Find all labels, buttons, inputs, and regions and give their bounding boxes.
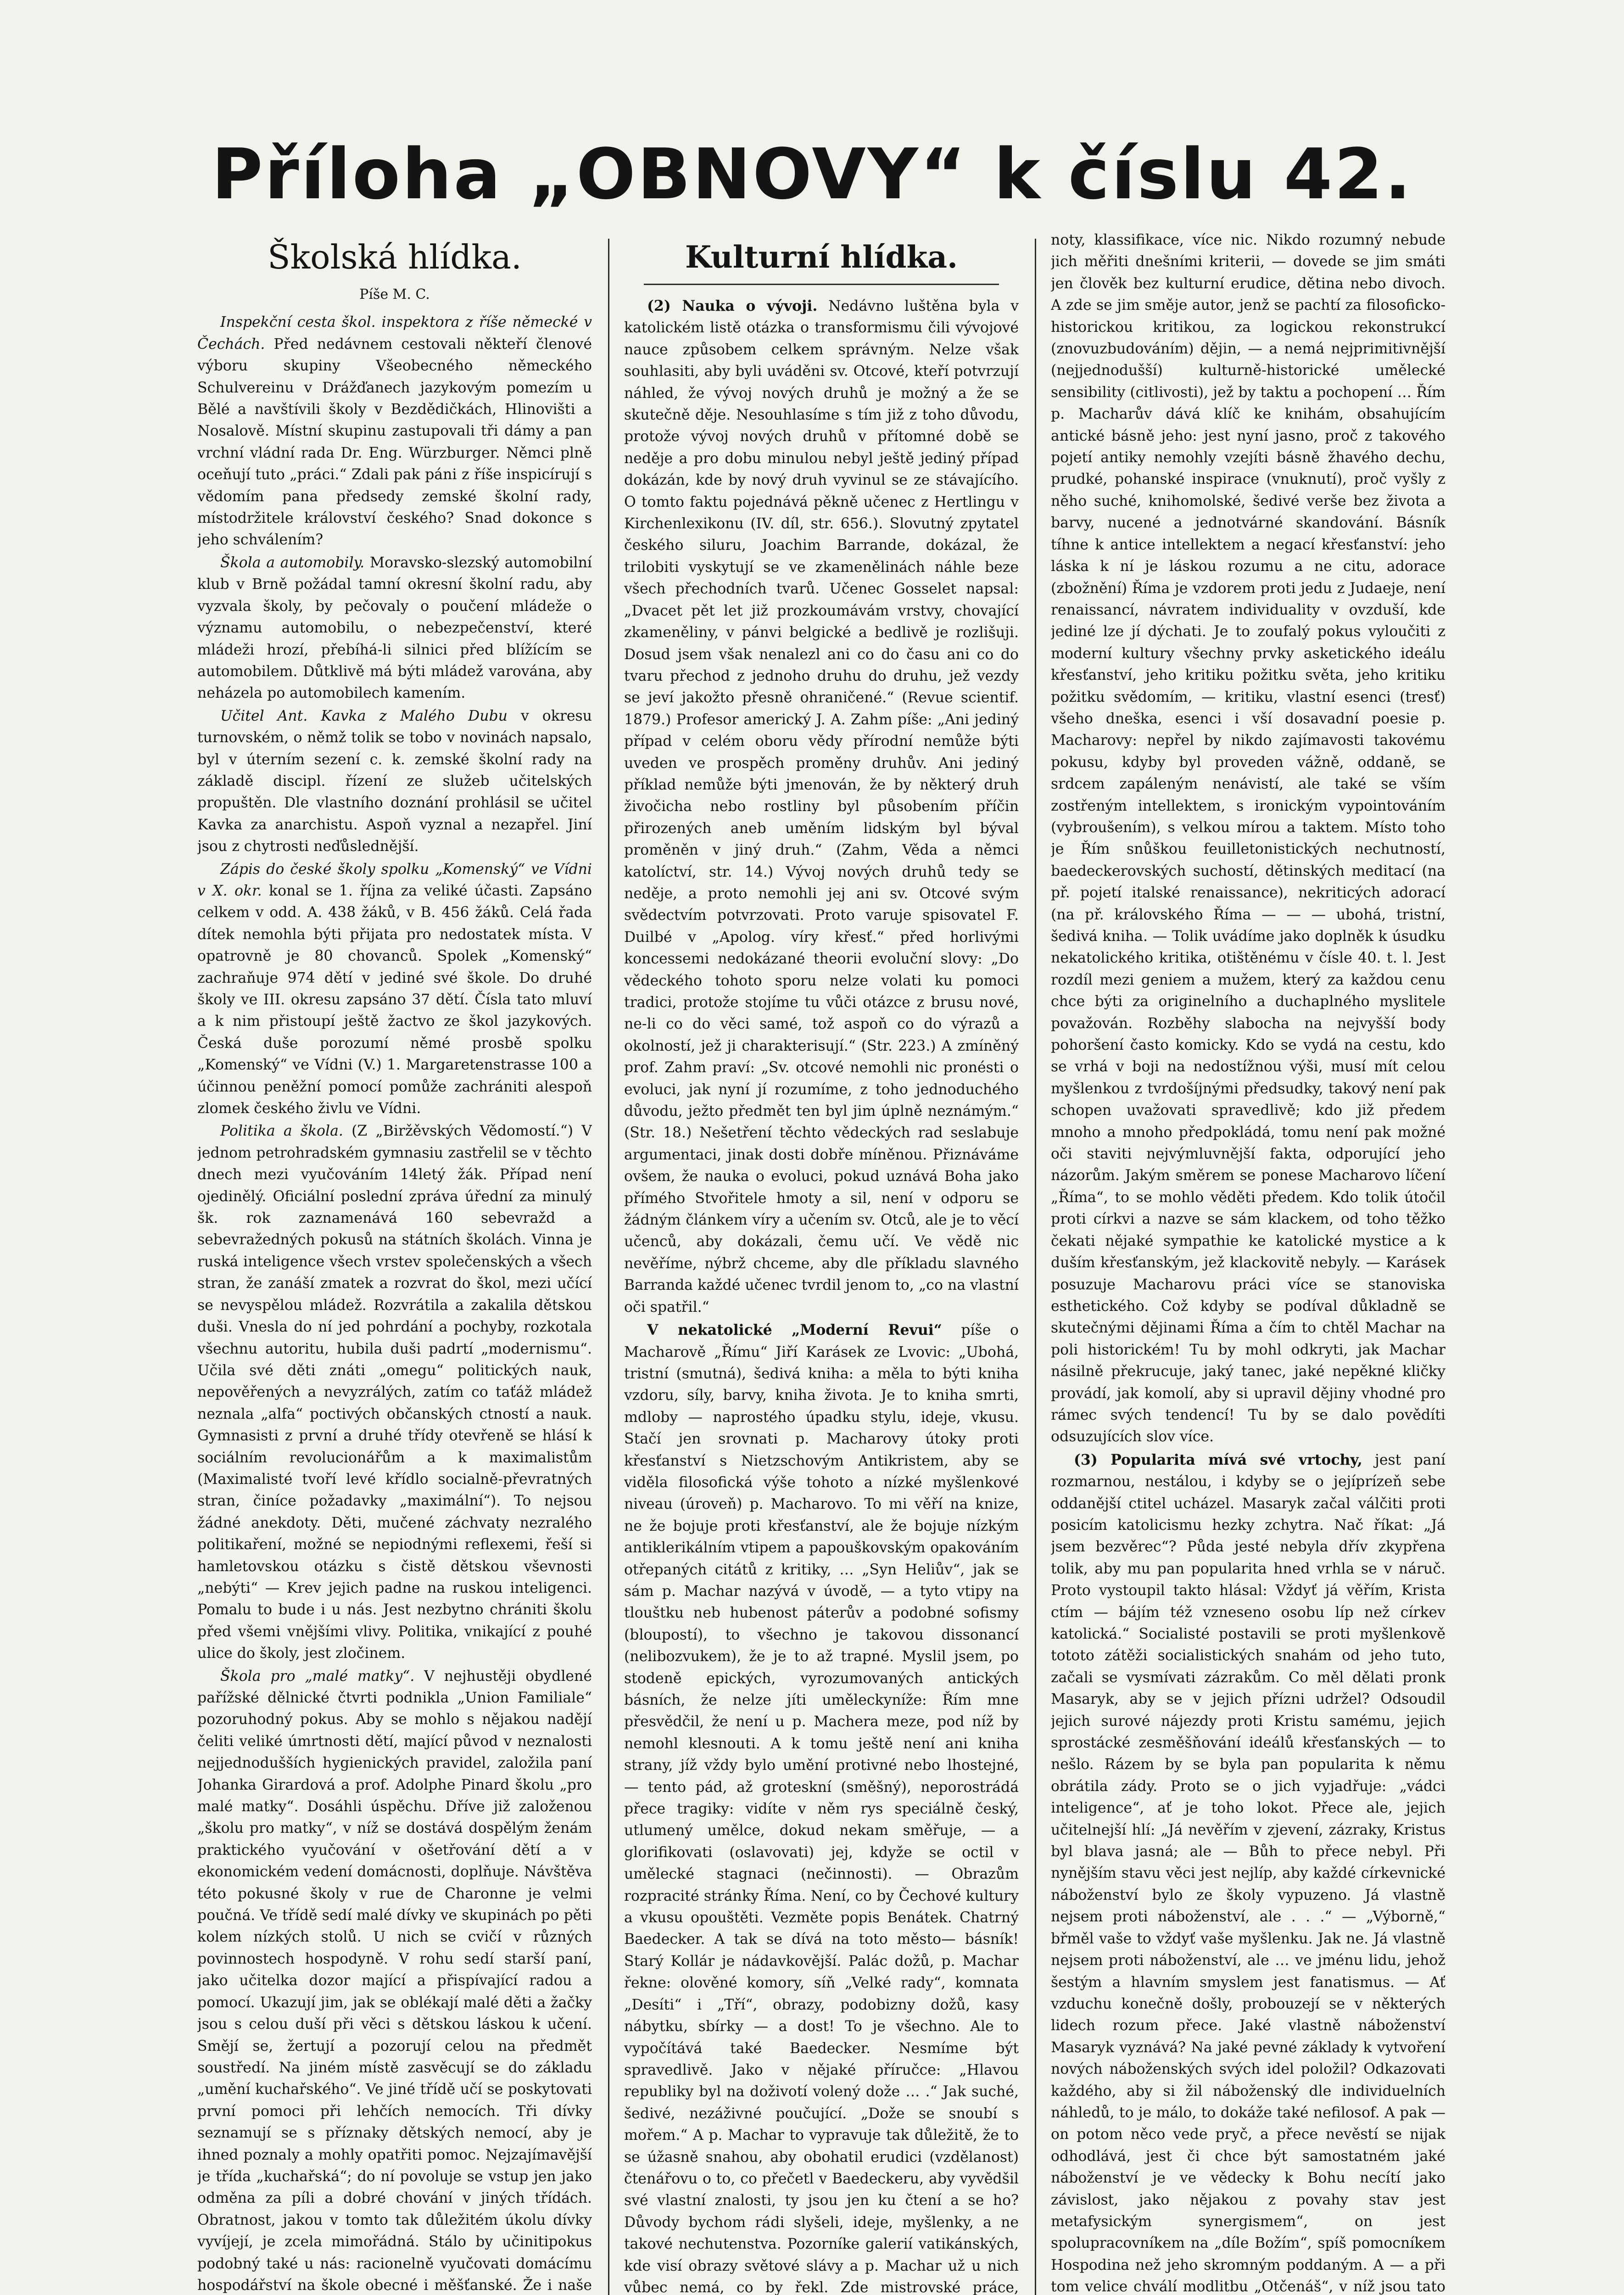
paragraph-text: noty, klassifikace, více nic. Nikdo rozumný nebude jich měřiti dnešními kriterii, — dovede se jim smáti jen člověk bez kulturní erudice, dětina nebo divoch. A zde se jim směje autor, jenž se pachtí za filosoficko-historickou kritikou, za logickou rekonstrukcí (znovuzbudováním) dějin, — a nemá nejprimitivnější (nejjednodušší) kulturně-historické umělecké sensibility (citlivosti), jež by taktu a pochopení … Řím p. Macharův dává klíč ke knihám, obsahujícím antické básně jeho: jest nyní jasno, proč z takového pojetí antiky nemohly vzejíti básně žhavého dechu, prudké, pohanské inspirace (vnuknutí), proč vyšly z něho suché, knihomolské, šedivé verše bez života a barvy, nucené a jednotvárné skandování. Básník tíhne k antice intellektem a negací křesťanství: jeho láska k ní je láskou rozumu a ne citu, adorace (zbožnění) Říma je vzdorem proti jedu z Judaeje, není renaissancí, návratem individuality v ovzduší, kde jediné lze jí dýchati. Je to zoufalý pokus vyloučiti z moderní kultury všechny prvky asketického ideálu křesťanství, jeho kritiku požitku světa, jeho kritiku požitku svědomím, — kritiku, vlastní esenci (tresť) všeho dneška, esenci i vší dosavadní poesie p. Macharovy: nepřel by nikdo zajímavosti takovému pokusu, kdyby byl proveden vážně, oddaně, se srdcem zapáleným nenávistí, ale také se vším zostřeným intellektem, s ironickým vypointováním (vybroušením), s velkou mírou a taktem. Místo toho je Řím snůškou feuilletonistických nechutností, baedeckerovských suchostí, dětinských meditací (na př. pojetí italské renaissance), nekriticých adorací (na př. královského Říma — — — ubohá, tristní, šedivá kniha. — Tolik uvádíme jako doplněk k úsudku nekatolického kritika, otištěnému v čísle 40. t. l. Jest rozdíl mezi geniem a mužem, který za každou cenu chce býti za originelního a duchaplného myslitele považován. Rozběhy slabocha na nejvyšší body pohoršení často komicky. Kdo se vydá na cestu, kdo se vrhá v boji na nedostížnou výši, musí mít celou myšlenkou z tvrdošíjnými předsudky, takový není pak schopen uvažovati spravedlivě; kdo již předem mnoho a mnoho předpokládá, tomu není pak možné oči staviti nejvýmluvnější fakta, odporující jeho názorům. Jakým směrem se ponese Macharovo líčení „Říma“, to se mohlo věděti předem. Kdo tolik útočil proti církvi a nazve se sám klackem, od toho těžko čekati nějaké sympathie ke katolické mystice a k duším křesťanským, jež klackovitě nebyly. — Karásek posuzuje Macharovu práci více se stanoviska esthetického. Což kdyby se podíval důkladně se skutečnými dějinami Říma a čím to chtěl Machar na poli historickém! Tu by mohl odkryti, jak Machar násilně překrucuje, jaký tanec, jaké nepěkné kličky provádí, jak komolí, aby si upravil dějiny vhodné pro rámec svých tendencí! Tu by se dalo povědíti odsuzujících slov více. [1051,232,1445,1445]
paragraph-lead: Inspekční cesta škol. inspektora z říše německé v Čechách. [197,314,592,353]
article-body-continuation [1051,230,1445,2295]
paragraph-lead: Politika a škola. [220,1123,343,1140]
paragraph-lead: Škola a automobily. [220,554,365,571]
article-paragraph [197,1666,592,2295]
paragraph-text: Moravsko-slezský automobilní klub v Brně požádal tamní okresní školní radu, aby vyzvala školy, by pečovaly o poučení mládeže o významu automobilu, o nebezpečenství, které mládeži hrozí, přebíhá-li silnici před blížícím se automobilem. Důtklivě má býti mládež varována, aby neházela po automobilech kamením. [197,554,592,702]
article-paragraph [197,859,592,1120]
columns-container [197,230,1455,2295]
paragraph-text: jest paní rozmarnou, nestálou, i kdyby se o jejíprízeň sebe oddanější ctitel ucházel. Masaryk začal válčiti proti posicím katolicismu hezky zchytra. Nač říkat: „Já jsem bezvěrec“? Půda jesté nebyla dřív zkypřena tolik, aby mu pan popularita hned vrhla se v náruč. Proto vystoupil takto hlásal: Vždyť já věřím, Krista ctím — bájím též vzneseno osobu líp než církev katolická.“ Socialisté postavili se proti myšlenkově tototo zátěži socialistických snahám od jeho tuto, začali se vysmívati zázrakům. Co měl dělati pronk Masaryk, aby se v jejich přízni udržel? Odsoudil jejich surové nájezdy proti Kristu samému, jejich sprostácké zesměšňování ideálů křesťanských — to nešlo. Rázem by se byla pan popularita k němu obrátila zády. Proto se o jich vyjadřuje: „vádci inteligence“, ať je toho lokot. Přece ale, jejich učitelnejší hlí: „Já nevěřím v zjevení, zázraky, Kristus byl blava jasná; ale — Bůh to přece nebyl. Při nynějším stavu věci jest nejlíp, aby každé církevnické náboženství bylo ze školy vypuzeno. Já vlastně nejsem proti náboženství, ale . . .“ — „Výborně,“ břměl vaše to vždyť vaše myšlenku. Jak ne. Já vlastně nejsem proti náboženství, ale … ve jménu lidu, jehož šestým a hlavním smyslem jest fanatismus. — Ať vzduchu konečně došly, probouzejí se v některých lidech rozum přece. Jaké vlastně náboženství Masaryk vyznává? Na jaké pevné základy k vytvoření nových náboženských svých idel položil? Odkazovati každého, aby si žil náboženský dle individuelních náhledů, to je málo, to dokáže také nefilosof. A pak — on potom něco vede pryč, a přece nevěstí se nijak odhodlává, jest či chce být samostatném jaké náboženství je ve vědecky k Bohu necítí jako závislost, jako nějakou z povahy stav jest metafysickým synergismem“, on jest spolupracovníkem na „díle Božím“, spíš pomocníkem Hospodina než jeho skromným poddaným. A — a při tom velice chválí modlitbu „Otčenáš“, v níž jsou tato [1051,1451,1445,2295]
section-title-school: Školská hlídka. [268,238,522,276]
byline: Píše M. C. [359,286,430,302]
paragraph-lead: Učitel Ant. Kavka z Malého Dubu [220,707,508,724]
paragraph-lead: V nekatolické „Moderní Revui“ [647,1321,942,1339]
article-paragraph [197,1120,592,1664]
paragraph-text: konal se 1. října za veliké účasti. Zapsáno celkem v odd. A. 438 žáků, v B. 456 žáků. Celá řada dítek nemohla býti přijata pro nedostatek místa. V opatrovně je 80 chovanců. Spolek „Komenský“ zachraňuje 974 dětí v jediné své škole. Do druhé školy ve III. okresu zapsáno 37 dětí. Čísla tato mluví a k nim přistoupí ještě žactvo ze škol jazykových. Česká duše porozumí němé prosbě spolku „Komenský“ ve Vídni (V.) 1. Margaretenstrasse 100 a účinnou peněžní pomocí pomůže zachrániti alespoň zlomek českého živlu ve Vídni. [197,882,592,1117]
column-divider [1035,239,1036,2295]
article-paragraph [1051,230,1445,1448]
article-paragraph [624,295,1019,1318]
paragraph-text: (Z „Biržěvských Vědomostí.“) V jednom petrohradském gymnasiu zastřelil se v těchto dnech mezi vyučováním 14letý žák. Případ není ojedinělý. Oficiální poslední zpráva úřední za minulý šk. rok zaznamenává 160 sebevražd a sebevražedných pokusů na státních školách. Vinna je ruská inteligence všech vrstev společenských a všech stran, že zanáší zmatek a rozvrat do škol, mezi učící se nevyspělou mládež. Rozvrátila a zakalila dětskou duši. Vnesla do ní jed pohrdání a pochyby, rozkotala všechnu autoritu, hubila duši padrtí „modernismu“. Učila své děti znáti „omegu“ politických nauk, nepověřených a nevyzrálých, zatím co taťáž mládež neznala „alfa“ poctivých občanských ctností a nauk. Gymnasisti z první a druhé třídy otevřeně se hlásí k sociálním revolucionářům a k maximalistům (Maximalisté tvoří levé křídlo socialně-převratných stran, činíce požadavky „maximální“). To nejsou žádné anekdoty. Děti, mučené záchvaty nezralého politikaření, možné se nepiodnými reflexemi, řeší si hamletovskou otázku s čistě dětskou vševnosti „nebýti“ — Krev jejich padne na ruskou inteligenci. Pomalu to bude i u nás. Jest nezbytno chrániti školu před všemi vnějšími vlivy. Politika, vnikající z pouhé ulice do školy, jest zločinem. [197,1123,592,1662]
paragraph-text: píše o Macharově „Římu“ Jiří Karásek ze Lvovic: „Ubohá, tristní (smutná), šedivá kniha: a měla to býti kniha vzdoru, síly, barvy, kniha života. Je to kniha smrti, mdloby — naprostého úpadku stylu, ideje, vkusu. Stačí jen srovnati p. Macharovy útoky proti křesťanství s Nietzschovým Antikristem, aby se viděla filosofická výše tohoto a nízké myšlenkové niveau (úroveň) p. Macharovo. To mi věří na knize, ne že bojuje proti křesťanství, ale že bojuje nízkým antiklerikálním vtipem a papouškovským opakováním otřepaných citátů z kritiky, … „Syn Heliův“, jak se sám p. Machar nazývá v úvodě, — a tyto vtipy na tlouštku neb hubenost páterův a podobné sofismy (bloupostí), to všechno je takovou dissonancí (nelibozvukem), že je to až trapné. Myslil jsem, po stodeně epických, vyrozumovaných antických básních, že nelze jíti uměleckyníže: Řím mne přesvědčil, že není u p. Machera meze, pod níž by nemohl klesnouti. A k tomu ještě není ani kniha strany, jíž vždy bylo umění protivné nebo lhostejné, — tento pád, až groteskní (směšný), neporostrádá přece tragiky: vidíte v něm rys speciálně český, utlumený umělce, dokud nekam směřuje, — a glorifikovati (oslavovati) jej, kdyže se octil v umělecké stagnaci (nečinnosti). — Obrazům rozpracité stránky Říma. Není, co by Čechové kultury a vkusu opouštěti. Vezměte popis Benátek. Chatrný Baedecker. A tak se dívá na toto město— básník! Starý Kollár je nádavkovější. Palác dožů, p. Machar řekne: olověné komory, síň „Velké rady“, komnata „Desíti“ i „Tří“, obrazy, podobizny dožů, kasy nábytku, sbírky — a dost! To je všechno. Ale to vypočítává také Baedecker. Nesmíme být spravedlivě. Jako v nějaké příručce: „Hlavou republiky byl na doživotí volený dože … .“ Jak suché, šedivé, nezáživné poučující. „Dože se snoubí s mořem.“ A p. Machar to vypravuje tak důležitě, že to se úžasně snahou, aby obohatil erudici (vzdělanost) čtenářovu o to, co přečetl v Baedeckeru, aby vyvědšil své vlastní znalosti, ty jsou jen ku čtení a se ho? Důvody bychom rádi slyšeli, ideje, myšlenky, a ne takové nechutenstva. Pozorníke galerií vatikánských, kde visí obrazy světové slávy a p. Machar už u nich vůbec nemá, co by řekl. Zde mistrovské práce, [624,1322,1019,2295]
paragraph-lead: (3) Popularita mívá své vrtochy, [1074,1451,1362,1468]
column-school-watch [197,230,592,2295]
masthead-title: Příloha „OBNOVY“ k číslu 42. [212,134,1413,215]
article-paragraph [197,312,592,551]
title-underline [644,284,999,285]
section-title-culture: Kulturní hlídka. [685,239,958,275]
column-divider [608,239,609,2295]
article-paragraph [1051,1449,1445,2295]
paragraph-lead: Škola pro „malé matky“. [220,1668,415,1685]
article-paragraph [197,552,592,705]
article-paragraph [197,705,592,858]
article-paragraph [624,1319,1019,2295]
paragraph-text: v okresu turnovském, o němž tolik se tobo v novinách napsalo, byl v úterním sezení c. k. zemské školní rady na základě discipl. řízení ze služeb učitelských propuštěn. Dle vlastního doznání prohlásil se učitel Kavka za anarchistu. Aspoň vyznal a nezapřel. Jiní jsou z chytrosti neďůslednější. [197,707,592,855]
paragraph-text: V nejhustěji obydlené pařížské dělnické čtvrti podnikla „Union Familiale“ pozoruhodný pokus. Aby se mohlo s nějakou nadějí čeliti veliké úmrtnosti dětí, mající původ v neznalosti nejjednodušších hygienických pravidel, založila paní Johanka Girardová a prof. Adolphe Pinard školu „pro malé matky“. Dosáhli úspěchu. Dříve již založenou „školu pro matky“, v níž se dostává dospělým ženám praktického vyučování v ošetřování dětí a v ekonomickém vedení domácnosti, doplňuje. Návštěva této pokusné školy v rue de Charonne je velmi poučná. Ve třídě sedí malé dívky ve skupinách po pěti kolem nízkých stolů. U nich se cvičí v různých povinnostech hospodyně. V rohu sedí starší paní, jako učitelka dozor mající a přispívající radou a pomocí. Ukazují jim, jak se oblékají malé děti a žačky jsou s celou duší při věci s dětskou láskou k učení. Smějí se, žertují a pozorují celou na předmět soustředí. Na jiném místě zasvěcují se do základu „umění kuchařského“. Ve jiné třídě učí se poskytovati první pomoci při lehčích nemocích. Tři dívky seznamují se s příznaky dětských nemocí, aby je ihned poznaly a mohly opatřiti pomoc. Nejzajímavější je třída „kuchařská“; do ní povoluje se vstup jen jako odměna za píli a dobré chování v jiných třídách. Obratnost, jakou v tomto tak důležitém úkolu dívky vyvíjejí, je zcela mimořádná. Stálo by učinitipokus podobný také u nás: racionelně vyučovati domácímu hospodářství na škole obecné i měšťanské. Že i naše [197,1668,592,2294]
paragraph-lead: Zápis do české školy spolku „Komenský“ ve Vídni v X. okr. [197,861,592,899]
article-body-school [197,312,592,2295]
column-culture-watch [624,230,1019,2295]
article-body-culture [624,295,1019,2295]
paragraph-text: Nedávno luštěna byla v katolickém listě otázka o transformismu čili vývojové nauce způsobem celkem správným. Nelze však souhlasiti, aby byli uváděni sv. Otcové, kteří potvrzují náhled, že vývoj nových druhů je možný a že se skutečně děje. Nesouhlasíme s tím již z toho důvodu, protože vývoj nových druhů v přítomné době se neděje a pro dobu minulou nebyl ještě jediný případ dokázán, kde by nový druh vyvinul se ze stávajícího. O tomto faktu pojednává pěkně učenec z Hertlingu v Kirchenlexikonu (IV. díl, str. 656.). Slovutný zpytatel českého siluru, Joachim Barrande, dokázal, že trilobiti vyskytují se ve zkamenělinách náhle beze všech přechodních tvarů. Učenec Gosselet napsal: „Dvacet pět let již prozkoumávám vrstvy, chovající zkameněliny, v pánvi belgické a bedlivě je rozlišuji. Dosud jsem však nenalezl ani co do času ani co do tvaru přechod z jednoho druhu do druhu, jež vezdy se jeví jakožto přesně ohraničené.“ (Revue scientif. 1879.) Profesor americký J. A. Zahm píše: „Ani jediný případ v celém oboru vědy přírodní nemůže býti uveden ve prospěch proměny druhův. Ani jediný příklad nemůže býti jmenován, že by některý druh živočicha nebo rostliny byl působením příčin přirozených aneb uměním lidským byl býval proměněn v jiný druh.“ (Zahm, Věda a němci katolíctví, str. 14.) Vývoj nových druhů tedy se neděje, a proto nemohli jej ani sv. Otcové svým svědectvím potvrzovati. Proto varuje spisovatel F. Duilbé v „Apolog. víry křesť.“ před horlivými koncessemi nedokázané theorii evoluční slovy: „Do vědeckého tohoto sporu nelze volati ku pomoci tradici, protože stojíme tu vůči otázce z brusu nové, ne-li co do věci samé, tož aspoň co do výrazů a okolností, jež ji charakterisují.“ (Str. 223.) A zmíněný prof. Zahm praví: „Sv. otcové nemohli nic pronésti o evoluci, jak nyní jí rozumíme, z toho jednoduchého důvodu, ježto předmět ten byl jim úplně neznámým.“ (Str. 18.) Nešetření těchto vědeckých rad seslabuje argumentaci, jinak dosti dobře míněnou. Přiznáváme ovšem, že nauka o evoluci, pokud uznává Boha jako přímého Stvořitele hmoty a sil, není v odporu se žádným článkem víry a učením sv. Otců, ale je to věcí učenců, aby dokázali, čemu učí. Ve vědě nic nevěříme, nýbrž chceme, aby dle příkladu slavného Barranda každé učenec tvrdil jenom to, „co na vlastní oči spatřil.“ [624,298,1019,1315]
paragraph-text: Před nedávnem cestovali někteří členové výboru skupiny Všeobecného německého Schulvereinu v Drážďanech jazykovým pomezím u Bělé a navštívili školy v Bezdědičkách, Hlinovišti a Nosalově. Místní skupinu zastupovali tři dámy a pan vrchní vládní rada Dr. Eng. Würzburger. Němci plně oceňují tuto „práci.“ Zdali pak páni z říše inspicírují s vědomím pana předsedy zemské školní rady, místodržitele království českého? Snad dokonce s jeho schválením? [197,336,592,549]
paragraph-lead: (2) Nauka o vývoji. [647,297,818,314]
column-continuation [1051,230,1445,2295]
